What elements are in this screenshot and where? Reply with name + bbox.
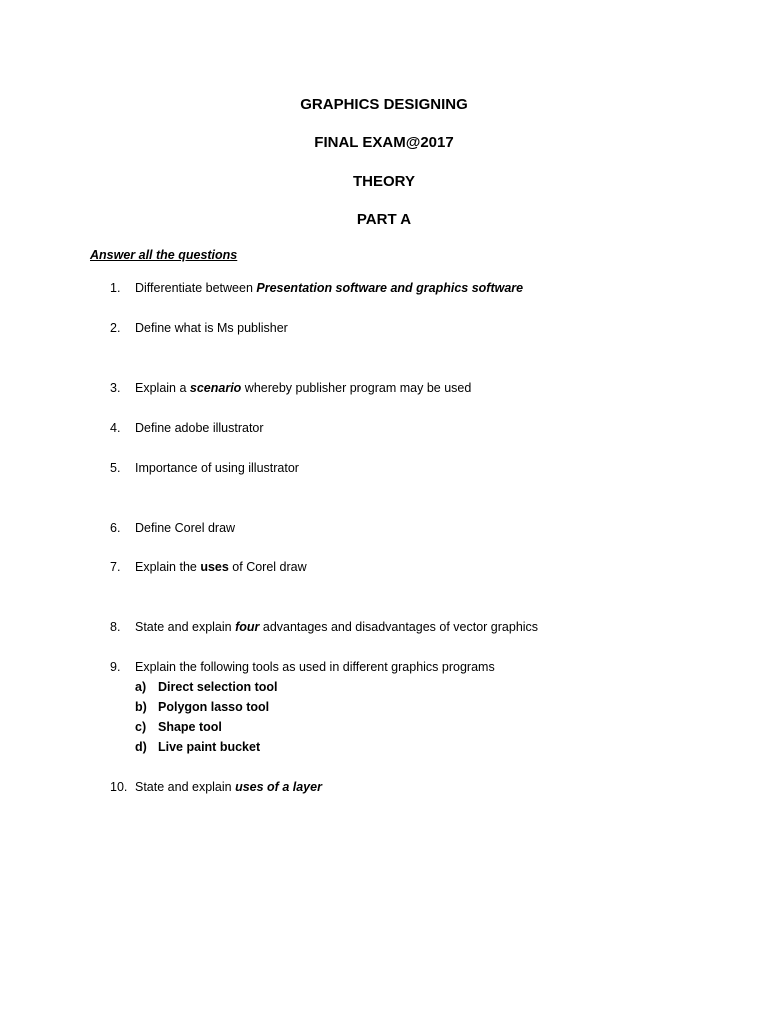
question-number: 1. bbox=[110, 281, 121, 295]
question-text: State and explain uses of a layer bbox=[135, 780, 322, 794]
question-text: State and explain four advantages and disadvantages of vector graphics bbox=[135, 620, 539, 634]
question-number: 2. bbox=[110, 321, 121, 335]
course-title: GRAPHICS DESIGNING bbox=[300, 96, 468, 113]
sub-item-text: Shape tool bbox=[158, 720, 222, 734]
question-text: Differentiate between Presentation software and graphics software bbox=[135, 281, 524, 295]
question-number: 9. bbox=[110, 660, 121, 674]
question-number: 6. bbox=[110, 521, 121, 535]
question-text: Explain a scenario whereby publisher program may be used bbox=[135, 381, 472, 395]
question-number: 4. bbox=[110, 421, 121, 435]
question-text: Define what is Ms publisher bbox=[135, 321, 288, 335]
part-title: PART A bbox=[356, 211, 412, 228]
question-text: Define adobe illustrator bbox=[135, 421, 264, 435]
sub-item-letter: b) bbox=[135, 700, 147, 714]
question-text: Importance of using illustrator bbox=[135, 461, 299, 475]
sub-item-text: Direct selection tool bbox=[158, 680, 278, 694]
question-number: 7. bbox=[110, 560, 121, 574]
question-number: 3. bbox=[110, 381, 121, 395]
sub-item-text: Live paint bucket bbox=[158, 740, 261, 754]
question-number: 10. bbox=[110, 780, 128, 794]
section-title: THEORY bbox=[353, 173, 415, 190]
sub-item-letter: d) bbox=[135, 740, 147, 754]
question-text: Explain the uses of Corel draw bbox=[135, 560, 307, 574]
sub-item-text: Polygon lasso tool bbox=[158, 700, 270, 714]
sub-item-letter: c) bbox=[135, 720, 147, 734]
question-number: 8. bbox=[110, 620, 121, 634]
sub-item-letter: a) bbox=[135, 680, 147, 694]
question-text: Define Corel draw bbox=[135, 521, 236, 535]
instruction-text: Answer all the questions bbox=[90, 248, 238, 262]
question-text: Explain the following tools as used in different graphics programs bbox=[135, 660, 495, 674]
question-number: 5. bbox=[110, 461, 121, 475]
exam-title: FINAL EXAM@2017 bbox=[314, 134, 454, 151]
